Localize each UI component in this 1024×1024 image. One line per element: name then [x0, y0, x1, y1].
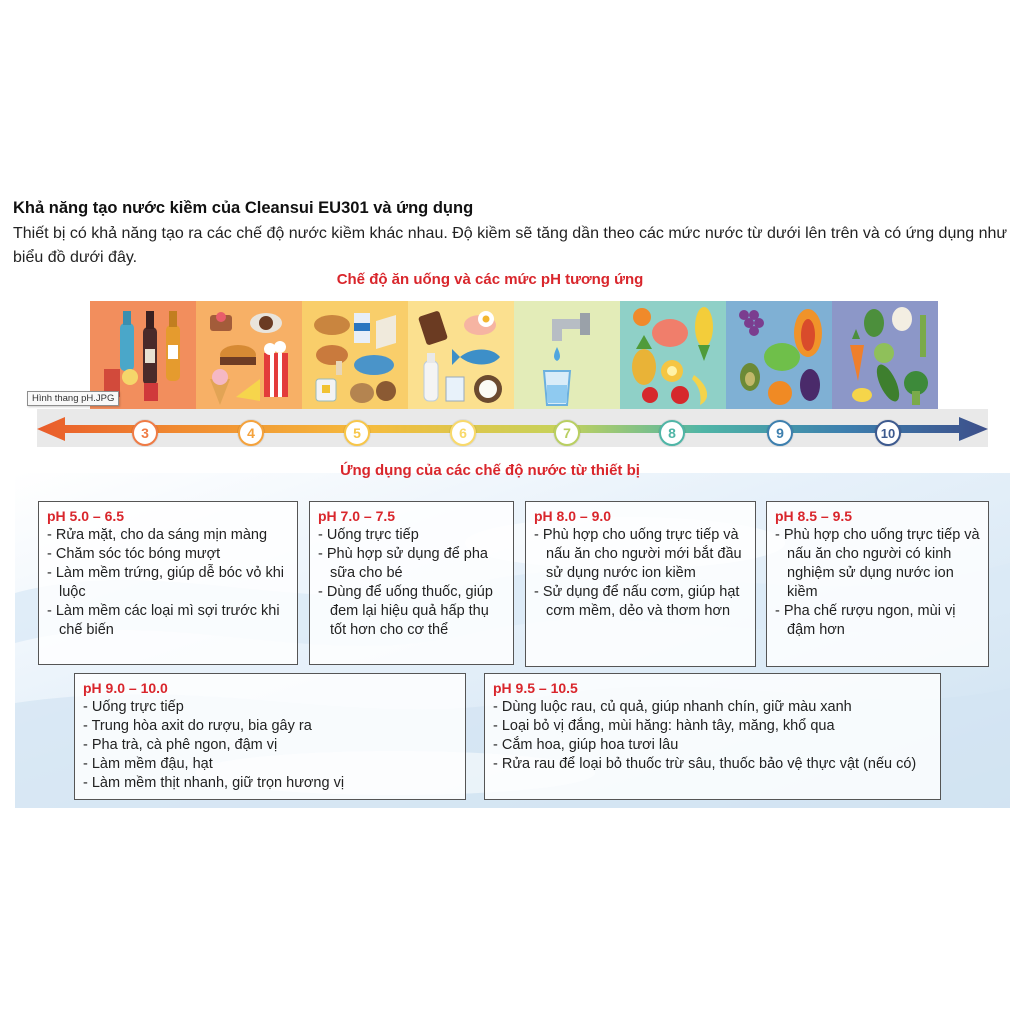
application-box-ph-5-6.5 — [38, 501, 298, 665]
ph-range: pH 8.0 – 9.0 — [534, 508, 612, 524]
soda-bottles-icon — [98, 305, 190, 403]
ph-range: pH 7.0 – 7.5 — [318, 508, 396, 524]
list-item: - Dùng để uống thuốc, giúp đem lại hiệu quả hấp thụ tốt hơn cho cơ thể — [318, 583, 505, 640]
ph-level-8: 8 — [659, 420, 685, 446]
image-filename-tooltip: Hình thang pH.JPG — [27, 391, 119, 406]
list-item: - Pha chế rượu ngon, mùi vị đậm hơn — [775, 602, 980, 640]
list-item: - Uống trực tiếp — [83, 698, 457, 717]
fish-chocolate-icon — [416, 307, 508, 409]
chart-title: Chế độ ăn uống và các mức pH tương ứng — [336, 271, 644, 288]
list-item: - Phù hợp cho uống trực tiếp và nấu ăn cho người mới bắt đầu sử dụng nước ion kiềm — [534, 526, 747, 583]
list-item: - Pha trà, cà phê ngon, đậm vị — [83, 736, 457, 755]
list-item: - Dùng luộc rau, củ quả, giúp nhanh chín, giữ màu xanh — [493, 698, 932, 717]
ph-level-6: 6 — [450, 420, 476, 446]
application-box-ph-8.5-9.5 — [766, 501, 989, 667]
ph-range: pH 8.5 – 9.5 — [775, 508, 853, 524]
list-item: - Phù hợp sử dụng để pha sữa cho bé — [318, 545, 505, 583]
green-vegetables-icon — [840, 305, 932, 409]
ph-level-9: 9 — [767, 420, 793, 446]
list-item: - Làm mềm trứng, giúp dễ bóc vỏ khi luộc — [47, 564, 289, 602]
tropical-fruits-icon — [628, 305, 720, 409]
ph-level-5: 5 — [344, 420, 370, 446]
ph-level-4: 4 — [238, 420, 264, 446]
ph-scale-arrow — [37, 405, 988, 453]
application-box-ph-7-7.5 — [309, 501, 514, 665]
ph-level-10: 10 — [875, 420, 901, 446]
ph-range: pH 9.0 – 10.0 — [83, 680, 168, 696]
list-item: - Chăm sóc tóc bóng mượt — [47, 545, 289, 564]
applications-title: Ứng dụng của các chế độ nước từ thiết bị — [340, 462, 640, 479]
list-item: - Trung hòa axit do rượu, bia gây ra — [83, 717, 457, 736]
bread-milk-icon — [310, 309, 402, 409]
application-box-ph-8-9 — [525, 501, 756, 667]
ph-infographic — [15, 268, 1010, 808]
list-item: - Loại bỏ vị đắng, mùi hăng: hành tây, măng, khổ qua — [493, 717, 932, 736]
application-box-ph-9-10 — [74, 673, 466, 800]
list-item: - Rửa mặt, cho da sáng mịn màng — [47, 526, 289, 545]
fast-food-icon — [204, 309, 296, 409]
ph-range: pH 5.0 – 6.5 — [47, 508, 125, 524]
list-item: - Cắm hoa, giúp hoa tươi lâu — [493, 736, 932, 755]
article-intro: Thiết bị có khả năng tạo ra các chế độ nước kiềm khác nhau. Độ kiềm sẽ tăng dần theo các mức nước từ dưới lên trên và có ứng dụng như biểu đồ dưới đây. — [13, 225, 1008, 266]
ph-level-3: 3 — [132, 420, 158, 446]
ph-range: pH 9.5 – 10.5 — [493, 680, 578, 696]
list-item: - Sử dụng để nấu cơm, giúp hạt cơm mềm, dẻo và thơm hơn — [534, 583, 747, 621]
list-item: - Uống trực tiếp — [318, 526, 505, 545]
water-tap-glass-icon — [534, 309, 600, 409]
grapes-vegetables-icon — [734, 305, 826, 409]
article-heading: Khả năng tạo nước kiềm của Cleansui EU301 và ứng dụng — [13, 199, 474, 217]
list-item: - Làm mềm đậu, hạt — [83, 755, 457, 774]
list-item: - Làm mềm thịt nhanh, giữ trọn hương vị — [83, 774, 457, 793]
list-item: - Rửa rau để loại bỏ thuốc trừ sâu, thuốc bảo vệ thực vật (nếu có) — [493, 755, 932, 774]
application-box-ph-9.5-10.5 — [484, 673, 941, 800]
ph-level-7: 7 — [554, 420, 580, 446]
list-item: - Phù hợp cho uống trực tiếp và nấu ăn cho người có kinh nghiệm sử dụng nước ion kiềm — [775, 526, 980, 602]
list-item: - Làm mềm các loại mì sợi trước khi chế biến — [47, 602, 289, 640]
